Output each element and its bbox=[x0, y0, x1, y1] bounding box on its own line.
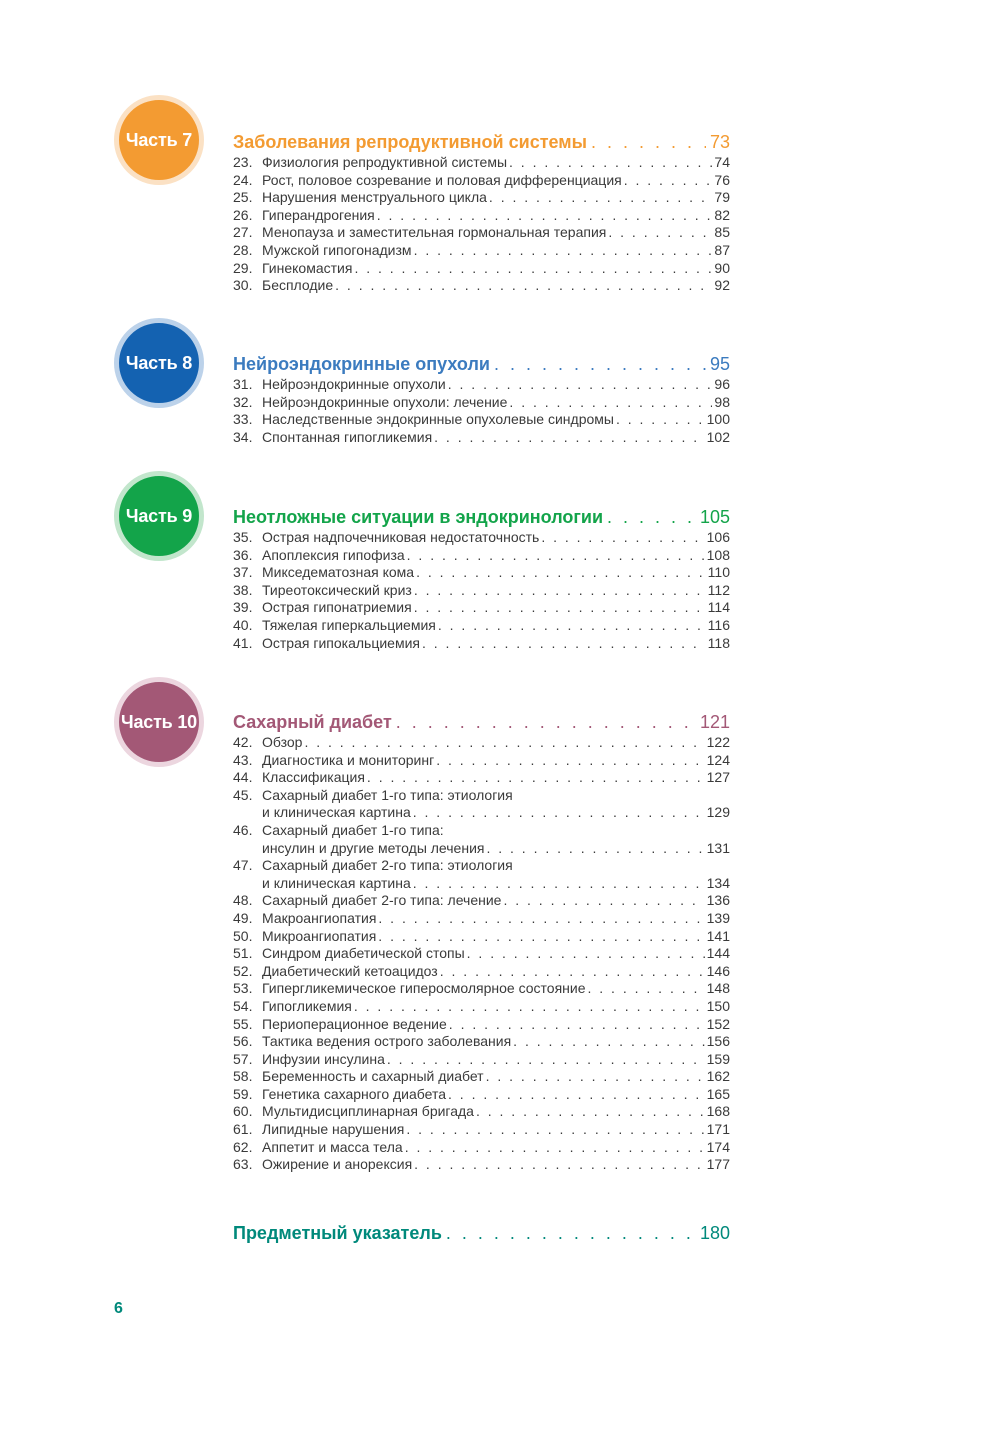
chapter-number: 23. bbox=[233, 154, 253, 170]
chapter-entry[interactable] bbox=[233, 429, 730, 447]
chapter-entry[interactable] bbox=[233, 564, 730, 582]
chapter-number: 62. bbox=[233, 1138, 253, 1155]
chapter-title: Сахарный диабет 1-го типа: bbox=[262, 821, 444, 838]
chapter-page: 92 bbox=[714, 277, 730, 294]
part-heading[interactable] bbox=[233, 353, 730, 375]
chapter-entry[interactable] bbox=[233, 1103, 730, 1121]
chapter-page: 165 bbox=[706, 1085, 730, 1102]
chapter-entry[interactable] bbox=[233, 963, 730, 981]
chapter-title: Спонтанная гипогликемия bbox=[262, 428, 433, 445]
chapter-page: 87 bbox=[714, 241, 730, 258]
chapter-page: 82 bbox=[714, 206, 730, 223]
chapter-title-continuation: инсулин и другие методы лечения bbox=[262, 839, 485, 856]
chapter-entry[interactable] bbox=[233, 411, 730, 429]
chapter-entry-continuation[interactable] bbox=[233, 804, 730, 822]
chapter-entry[interactable] bbox=[233, 599, 730, 617]
chapter-number: 30. bbox=[233, 277, 253, 294]
chapter-number: 44. bbox=[233, 769, 253, 786]
chapter-title: Генетика сахарного диабета bbox=[262, 1085, 447, 1102]
chapter-number: 38. bbox=[233, 581, 253, 598]
part-title: Сахарный диабет bbox=[233, 712, 392, 732]
part-toc bbox=[233, 711, 730, 1174]
chapter-page: 174 bbox=[706, 1138, 730, 1155]
chapter-title: Микседематозная кома bbox=[262, 564, 415, 581]
chapter-entry[interactable] bbox=[233, 260, 730, 278]
chapter-entry-continuation[interactable] bbox=[233, 875, 730, 893]
chapter-page: 102 bbox=[706, 428, 730, 445]
chapter-entry[interactable] bbox=[233, 857, 730, 875]
chapter-page: 152 bbox=[706, 1015, 730, 1032]
chapter-number: 51. bbox=[233, 945, 253, 962]
chapter-title: Ожирение и анорексия bbox=[262, 1156, 413, 1173]
chapter-entry-continuation[interactable] bbox=[233, 840, 730, 858]
chapter-number: 45. bbox=[233, 786, 253, 803]
part-title: Нейроэндокринные опухоли bbox=[233, 354, 490, 374]
part-badge: Часть 10 bbox=[114, 677, 204, 767]
chapter-number: 59. bbox=[233, 1085, 253, 1102]
chapter-entry[interactable] bbox=[233, 242, 730, 260]
chapter-entry[interactable] bbox=[233, 189, 730, 207]
chapter-page: 177 bbox=[706, 1156, 730, 1173]
chapter-number: 40. bbox=[233, 616, 253, 633]
part-page: 105 bbox=[699, 507, 730, 527]
chapter-title: Диагностика и мониторинг bbox=[262, 751, 435, 768]
chapter-page: 112 bbox=[707, 581, 730, 598]
chapter-entry[interactable] bbox=[233, 529, 730, 547]
chapter-page: 129 bbox=[706, 804, 730, 821]
chapter-page: 168 bbox=[706, 1103, 730, 1120]
chapter-title: Мужской гипогонадизм bbox=[262, 241, 412, 258]
chapter-number: 32. bbox=[233, 393, 253, 410]
chapter-entry[interactable] bbox=[233, 769, 730, 787]
chapter-title-continuation: и клиническая картина bbox=[262, 804, 411, 821]
chapter-number: 34. bbox=[233, 428, 253, 445]
chapter-entry[interactable] bbox=[233, 1033, 730, 1051]
chapter-entry[interactable] bbox=[233, 1139, 730, 1157]
chapter-number: 42. bbox=[233, 734, 253, 750]
chapter-title: Физиология репродуктивной системы bbox=[262, 154, 508, 170]
chapter-title: Сахарный диабет 2-го типа: этиология bbox=[262, 857, 513, 874]
chapter-entry[interactable] bbox=[233, 582, 730, 600]
chapter-number: 58. bbox=[233, 1068, 253, 1085]
chapter-page: 148 bbox=[706, 980, 730, 997]
index-title: Предметный указатель bbox=[233, 1223, 442, 1243]
chapter-title: Тактика ведения острого заболевания bbox=[262, 1033, 512, 1050]
chapter-title: Нарушения менструального цикла bbox=[262, 189, 487, 206]
chapter-title: Гинекомастия bbox=[262, 259, 353, 276]
chapter-entry[interactable] bbox=[233, 892, 730, 910]
subject-index-entry[interactable] bbox=[233, 1222, 730, 1244]
part-page: 121 bbox=[699, 712, 730, 732]
chapter-entry[interactable] bbox=[233, 928, 730, 946]
chapter-title: Инфузии инсулина bbox=[262, 1050, 385, 1067]
chapter-entry[interactable] bbox=[233, 1121, 730, 1139]
chapter-entry[interactable] bbox=[233, 224, 730, 242]
chapter-entry[interactable] bbox=[233, 1016, 730, 1034]
page-number: 6 bbox=[114, 1300, 123, 1317]
part-toc bbox=[233, 506, 730, 652]
chapter-page: 156 bbox=[706, 1033, 730, 1050]
chapter-number: 24. bbox=[233, 171, 253, 188]
chapter-page: 90 bbox=[714, 259, 730, 276]
chapter-number: 53. bbox=[233, 980, 253, 997]
chapter-title: Макроангиопатия bbox=[262, 909, 377, 926]
chapter-entry[interactable] bbox=[233, 1156, 730, 1174]
chapter-page: 159 bbox=[706, 1050, 730, 1067]
chapter-page: 108 bbox=[706, 546, 730, 563]
chapter-entry[interactable] bbox=[233, 154, 730, 172]
chapter-number: 56. bbox=[233, 1033, 253, 1050]
chapter-number: 61. bbox=[233, 1121, 253, 1138]
chapter-entry[interactable] bbox=[233, 945, 730, 963]
chapter-number: 55. bbox=[233, 1015, 253, 1032]
chapter-title: Беременность и сахарный диабет bbox=[262, 1068, 484, 1085]
chapter-page: 122 bbox=[706, 734, 730, 750]
chapter-entry[interactable] bbox=[233, 787, 730, 805]
chapter-title: Бесплодие bbox=[262, 277, 334, 294]
chapter-number: 36. bbox=[233, 546, 253, 563]
chapter-page: 150 bbox=[706, 997, 730, 1014]
chapter-number: 43. bbox=[233, 751, 253, 768]
chapter-page: 85 bbox=[714, 224, 730, 241]
chapter-title: Сахарный диабет 1-го типа: этиология bbox=[262, 786, 513, 803]
part-toc bbox=[233, 131, 730, 295]
chapter-title: Мультидисциплинарная бригада bbox=[262, 1103, 474, 1120]
chapter-page: 136 bbox=[706, 892, 730, 909]
chapter-page: 116 bbox=[707, 616, 730, 633]
chapter-page: 114 bbox=[707, 599, 730, 616]
chapter-page: 139 bbox=[706, 909, 730, 926]
chapter-page: 79 bbox=[714, 189, 730, 206]
chapter-entry[interactable] bbox=[233, 172, 730, 190]
chapter-number: 25. bbox=[233, 189, 253, 206]
chapter-number: 28. bbox=[233, 241, 253, 258]
chapter-title: Аппетит и масса тела bbox=[262, 1138, 403, 1155]
chapter-title: Острая надпочечниковая недостаточность bbox=[262, 529, 540, 545]
chapter-title: Наследственные эндокринные опухолевые синдромы bbox=[262, 411, 614, 428]
chapter-title: Классификация bbox=[262, 769, 365, 786]
chapter-title: Апоплексия гипофиза bbox=[262, 546, 405, 563]
chapter-title: Диабетический кетоацидоз bbox=[262, 962, 438, 979]
part-toc bbox=[233, 353, 730, 446]
chapter-number: 50. bbox=[233, 927, 253, 944]
chapter-page: 124 bbox=[706, 751, 730, 768]
chapter-title: Тиреотоксический криз bbox=[262, 581, 412, 598]
chapter-entry[interactable] bbox=[233, 1051, 730, 1069]
chapter-number: 27. bbox=[233, 224, 253, 241]
chapter-number: 26. bbox=[233, 206, 253, 223]
chapter-number: 35. bbox=[233, 529, 253, 545]
chapter-entry[interactable] bbox=[233, 376, 730, 394]
chapter-number: 48. bbox=[233, 892, 253, 909]
chapter-number: 29. bbox=[233, 259, 253, 276]
part-badge: Часть 9 bbox=[114, 471, 204, 561]
chapter-page: 110 bbox=[707, 564, 730, 581]
chapter-entry[interactable] bbox=[233, 635, 730, 653]
chapter-page: 134 bbox=[706, 874, 730, 891]
part-heading[interactable] bbox=[233, 711, 730, 733]
chapter-entry[interactable] bbox=[233, 547, 730, 565]
chapter-title: Синдром диабетической стопы bbox=[262, 945, 465, 962]
part-badge: Часть 7 bbox=[114, 95, 204, 185]
index-page: 180 bbox=[699, 1223, 730, 1243]
chapter-title: Острая гипокальциемия bbox=[262, 634, 420, 651]
chapter-number: 46. bbox=[233, 821, 253, 838]
part-heading[interactable] bbox=[233, 131, 730, 153]
chapter-title: Нейроэндокринные опухоли: лечение bbox=[262, 393, 508, 410]
chapter-page: 141 bbox=[706, 927, 730, 944]
chapter-title: Острая гипонатриемия bbox=[262, 599, 412, 616]
chapter-number: 57. bbox=[233, 1050, 253, 1067]
part-badge: Часть 8 bbox=[114, 318, 204, 408]
chapter-entry[interactable] bbox=[233, 394, 730, 412]
part-title: Заболевания репродуктивной системы bbox=[233, 132, 587, 152]
chapter-title: Гипогликемия bbox=[262, 997, 352, 1014]
chapter-page: 127 bbox=[706, 769, 730, 786]
chapter-title: Нейроэндокринные опухоли bbox=[262, 376, 446, 392]
chapter-number: 31. bbox=[233, 376, 253, 392]
chapter-page: 118 bbox=[707, 634, 730, 651]
chapter-page: 100 bbox=[706, 411, 730, 428]
chapter-number: 33. bbox=[233, 411, 253, 428]
chapter-page: 74 bbox=[714, 154, 730, 170]
chapter-title: Гиперандрогения bbox=[262, 206, 375, 223]
chapter-entry[interactable] bbox=[233, 1068, 730, 1086]
chapter-entry[interactable] bbox=[233, 277, 730, 295]
chapter-number: 60. bbox=[233, 1103, 253, 1120]
chapter-entry[interactable] bbox=[233, 910, 730, 928]
chapter-number: 37. bbox=[233, 564, 253, 581]
chapter-entry[interactable] bbox=[233, 617, 730, 635]
chapter-entry[interactable] bbox=[233, 207, 730, 225]
chapter-page: 162 bbox=[706, 1068, 730, 1085]
chapter-number: 54. bbox=[233, 997, 253, 1014]
part-title: Неотложные ситуации в эндокринологии bbox=[233, 507, 604, 527]
chapter-number: 39. bbox=[233, 599, 253, 616]
chapter-page: 76 bbox=[714, 171, 730, 188]
part-page: 73 bbox=[709, 132, 730, 152]
chapter-entry[interactable] bbox=[233, 980, 730, 998]
chapter-title: Обзор bbox=[262, 734, 303, 750]
chapter-title: Рост, половое созревание и половая дифференциация bbox=[262, 171, 622, 188]
chapter-page: 131 bbox=[706, 839, 730, 856]
chapter-number: 63. bbox=[233, 1156, 253, 1173]
chapter-number: 52. bbox=[233, 962, 253, 979]
chapter-entry[interactable] bbox=[233, 1086, 730, 1104]
chapter-title: Липидные нарушения bbox=[262, 1121, 405, 1138]
chapter-title: Менопауза и заместительная гормональная терапия bbox=[262, 224, 607, 241]
chapter-page: 144 bbox=[706, 945, 730, 962]
chapter-title: Гипергликемическое гиперосмолярное состояние bbox=[262, 980, 586, 997]
chapter-page: 98 bbox=[714, 393, 730, 410]
part-heading[interactable] bbox=[233, 506, 730, 528]
chapter-number: 47. bbox=[233, 857, 253, 874]
chapter-page: 171 bbox=[706, 1121, 730, 1138]
chapter-number: 41. bbox=[233, 634, 253, 651]
chapter-entry[interactable] bbox=[233, 998, 730, 1016]
chapter-title: Микроангиопатия bbox=[262, 927, 377, 944]
chapter-page: 106 bbox=[706, 529, 730, 545]
chapter-entry[interactable] bbox=[233, 734, 730, 752]
chapter-number: 49. bbox=[233, 909, 253, 926]
chapter-title: Тяжелая гиперкальциемия bbox=[262, 616, 436, 633]
part-page: 95 bbox=[709, 354, 730, 374]
chapter-title: Сахарный диабет 2-го типа: лечение bbox=[262, 892, 502, 909]
chapter-page: 146 bbox=[706, 962, 730, 979]
chapter-entry[interactable] bbox=[233, 752, 730, 770]
chapter-page: 96 bbox=[714, 376, 730, 392]
chapter-title: Периоперационное ведение bbox=[262, 1015, 447, 1032]
chapter-entry[interactable] bbox=[233, 822, 730, 840]
chapter-title-continuation: и клиническая картина bbox=[262, 874, 411, 891]
